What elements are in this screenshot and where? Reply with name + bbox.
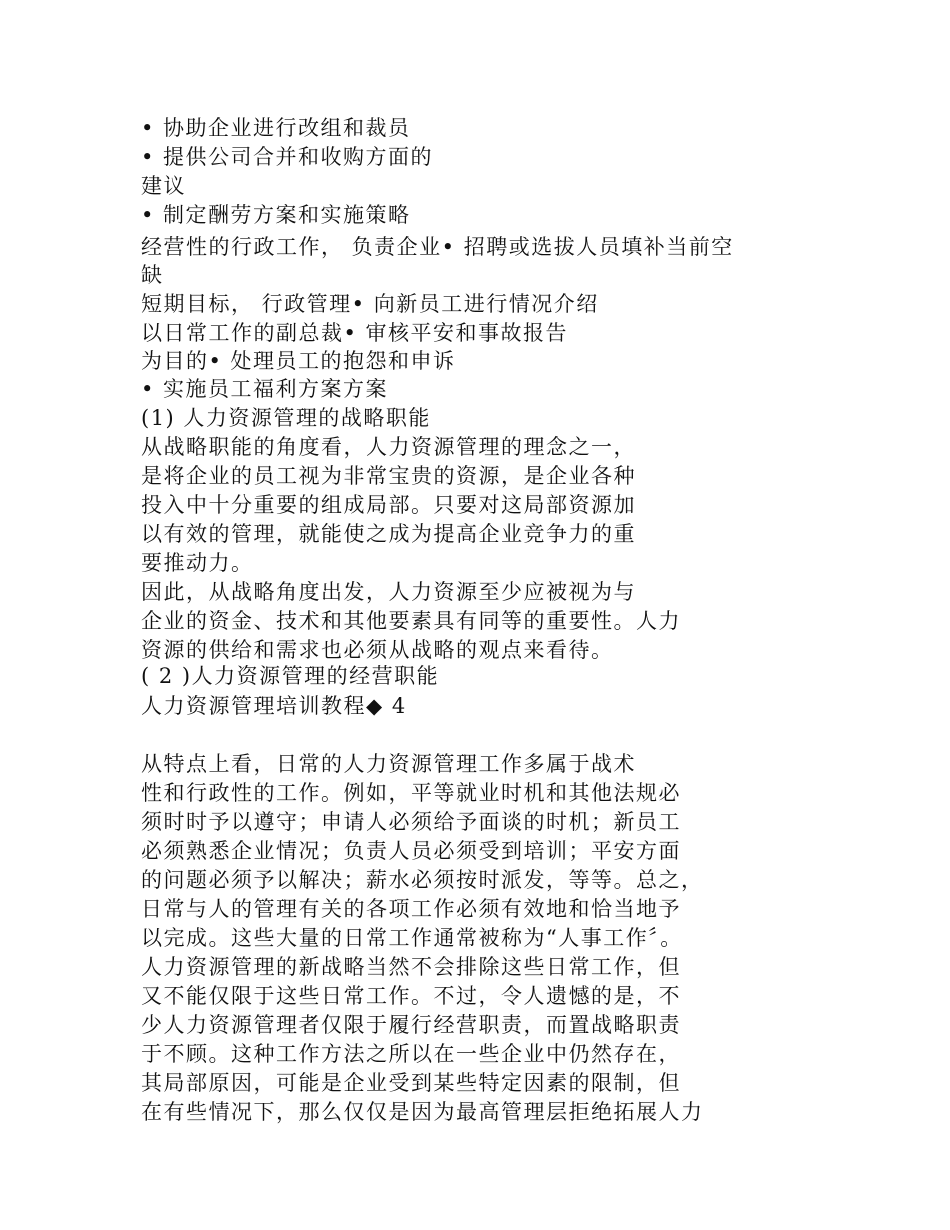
paragraph-line: 其局部原因，可能是企业受到某些特定因素的限制，但: [141, 1071, 681, 1095]
paragraph-line: 从特点上看，日常的人力资源管理工作多属于战术: [141, 752, 636, 776]
paragraph-line: 于不顾。这种工作方法之所以在一些企业中仍然存在，: [141, 1042, 681, 1066]
paragraph-line: 人力资源管理的新战略当然不会排除这些日常工作，但: [141, 955, 681, 979]
bullet-line: • 制定酬劳方案和实施策略: [141, 203, 411, 227]
paragraph-line: 性和行政性的工作。例如，平等就业时机和其他法规必: [141, 781, 681, 805]
paragraph-line: 必须熟悉企业情况；负责人员必须受到培训；平安方面: [141, 839, 681, 863]
paragraph-line: 要推动力。: [141, 551, 254, 575]
text-line: 建议: [141, 174, 186, 198]
paragraph-line: 又不能仅限于这些日常工作。不过，令人遗憾的是，不: [141, 984, 681, 1008]
paragraph-line: 的问题必须予以解决；薪水必须按时派发，等等。总之，: [141, 868, 704, 892]
bullet-line: • 协助企业进行改组和裁员: [141, 116, 411, 140]
text-line: 经营性的行政工作， 负责企业• 招聘或选拔人员填补当前空: [141, 235, 734, 259]
text-line: 为目的• 处理员工的抱怨和申诉: [141, 349, 456, 373]
paragraph-line: 企业的资金、技术和其他要素具有同等的重要性。人力: [141, 609, 681, 633]
paragraph-line: 在有些情况下，那么仅仅是因为最高管理层拒绝拓展人力: [141, 1100, 704, 1124]
paragraph-line: 以完成。这些大量的日常工作通常被称为“人事工作〞。: [141, 926, 683, 950]
paragraph-line: 是将企业的员工视为非常宝贵的资源，是企业各种: [141, 464, 636, 488]
running-footer: 人力资源管理培训教程◆ 4: [141, 694, 407, 718]
bullet-line: • 实施员工福利方案方案: [141, 377, 389, 401]
paragraph-line: 投入中十分重要的组成局部。只要对这局部资源加: [141, 493, 636, 517]
paragraph-line: 日常与人的管理有关的各项工作必须有效地和恰当地予: [141, 897, 681, 921]
text-line: 短期目标， 行政管理• 向新员工进行情况介绍: [141, 292, 599, 316]
paragraph-line: 从战略职能的角度看，人力资源管理的理念之一，: [141, 435, 636, 459]
text-line: 缺: [141, 263, 164, 287]
section-heading: (1) 人力资源管理的战略职能: [141, 406, 431, 430]
bullet-line: • 提供公司合并和收购方面的: [141, 145, 434, 169]
section-heading: ( 2 )人力资源管理的经营职能: [141, 664, 440, 688]
text-line: 以日常工作的副总裁• 审核平安和事故报告: [141, 321, 569, 345]
paragraph-line: 资源的供给和需求也必须从战略的观点来看待。: [141, 638, 614, 662]
paragraph-line: 须时时予以遵守；申请人必须给予面谈的时机；新员工: [141, 810, 681, 834]
paragraph-line: 因此，从战略角度出发，人力资源至少应被视为与: [141, 580, 636, 604]
paragraph-line: 少人力资源管理者仅限于履行经营职责，而置战略职责: [141, 1013, 681, 1037]
paragraph-line: 以有效的管理，就能使之成为提高企业竞争力的重: [141, 522, 636, 546]
